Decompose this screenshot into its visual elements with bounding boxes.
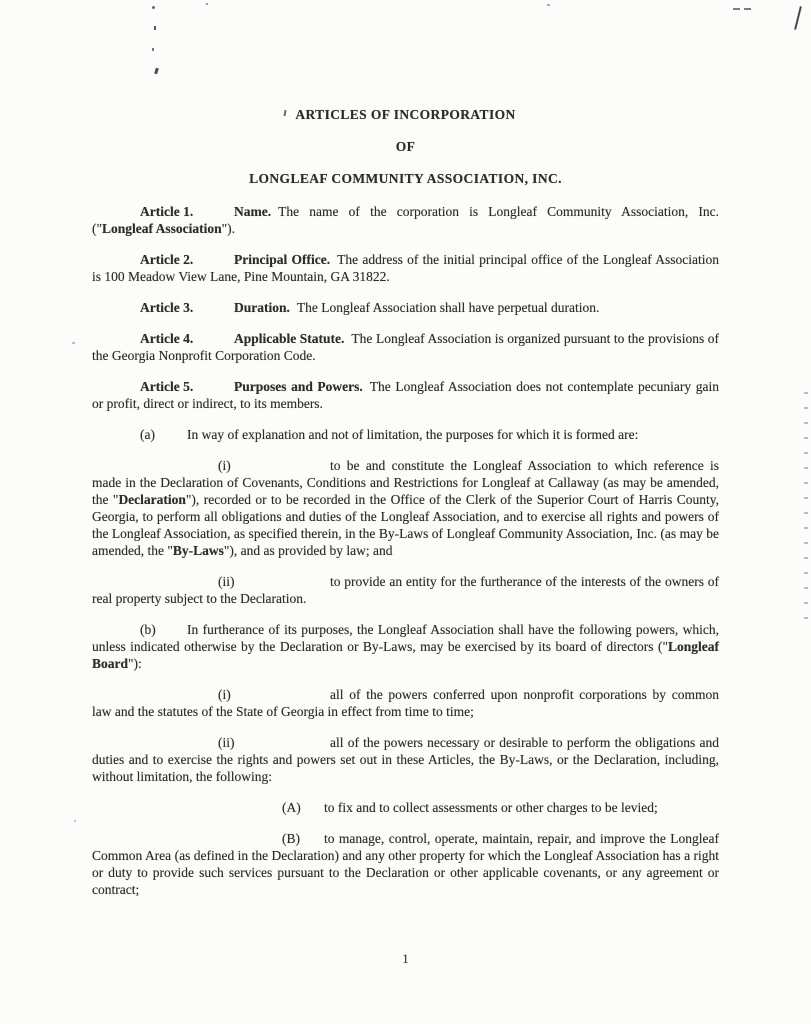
scan-artifact-speck [74, 820, 76, 822]
paragraph-label: Article 2. [140, 252, 194, 267]
scan-artifact-speck [206, 3, 208, 5]
paragraph-heading: Name. [234, 204, 272, 219]
document-title-line-1: ARTICLES OF INCORPORATION [295, 107, 516, 122]
document-content [92, 106, 719, 912]
paragraph-label: Article 4. [140, 331, 194, 346]
paragraph-text: to be and constitute the Longleaf Association to which reference is made in the Declaration of Covenants, Conditions and Restrictions for Longleaf at Callaway (as may be amended, the " [92, 458, 719, 507]
paragraph-text: to provide an entity for the furtherance of the interests of the owners of real property subject to the Declaration. [92, 574, 719, 606]
paragraph-a-ii [92, 573, 719, 607]
paragraph-label: Article 5. [140, 379, 194, 394]
paragraph-label: (B) [282, 831, 300, 846]
paragraph-text: In way of explanation and not of limitation, the purposes for which it is formed are: [187, 427, 639, 442]
scan-artifact-speck [547, 4, 550, 6]
paragraph-a [92, 426, 719, 443]
document-title-block [92, 106, 719, 187]
paragraph-a-i [92, 457, 719, 559]
paragraph-text: all of the powers conferred upon nonprofit corporations by common law and the statutes of the State of Georgia in effect from time to time; [92, 687, 719, 719]
paragraph-label: (b) [140, 622, 156, 637]
paragraph-b-ii-A [92, 799, 719, 816]
paragraph-heading: Duration. [234, 300, 290, 315]
paragraph-label: (i) [218, 687, 231, 702]
paragraph-text: The Longleaf Association is organized pursuant to the provisions of the Georgia Nonprofit Corporation Code. [92, 331, 719, 363]
scan-artifact-dash [733, 8, 740, 10]
scan-artifact-speck [152, 6, 155, 9]
paragraph-text: The address of the initial principal office of the Longleaf Association is 100 Meadow View Lane, Pine Mountain, GA 31822. [92, 252, 719, 284]
paragraph-text: "), recorded or to be recorded in the Office of the Clerk of the Superior Court of Harris County, Georgia, to perform all obligations and duties of the Longleaf Association, and to exercise all rights and powers of the Longleaf Association, as specified therein, in the By-Laws of Longleaf Community Association, Inc. (as may be amended, the " [92, 492, 719, 558]
paragraph-heading: Principal Office. [234, 252, 331, 267]
paragraph-b-ii-B [92, 830, 719, 898]
paragraph-label: Article 1. [140, 204, 194, 219]
document-title-line-2: OF [395, 139, 416, 154]
scan-artifact-edge-noise [804, 392, 808, 624]
paragraph-heading: Purposes and Powers. [234, 379, 363, 394]
paragraph-label: (ii) [218, 735, 235, 750]
paragraph-text: all of the powers necessary or desirable to perform the obligations and duties and to exercise the rights and powers set out in these Articles, the By-Laws, or the Declaration, including, without limitation, the following: [92, 735, 719, 784]
paragraph-text: "), and as provided by law; and [223, 543, 393, 558]
paragraph-text: "). [221, 221, 236, 236]
paragraph-text: to manage, control, operate, maintain, repair, and improve the Longleaf Common Area (as defined in the Declaration) and any other property for which the Longleaf Association has a right or duty to provide such services pursuant to the Declaration or other applicable covenants, or any agreement or contract; [92, 831, 719, 897]
defined-term: Longleaf Association [102, 221, 222, 236]
paragraph-article-5 [92, 378, 719, 412]
paragraph-label: (A) [282, 800, 301, 815]
paragraph-b [92, 621, 719, 672]
paragraph-b-ii [92, 734, 719, 785]
scan-artifact-speck [154, 68, 159, 75]
paragraph-text: The Longleaf Association does not contemplate pecuniary gain or profit, direct or indirect, to its members. [92, 379, 719, 411]
scan-artifact-stroke [794, 6, 802, 30]
paragraph-article-2 [92, 251, 719, 285]
paragraph-article-4 [92, 330, 719, 364]
paragraph-label: (a) [140, 427, 155, 442]
scan-artifact-speck [154, 26, 156, 30]
paragraph-text: to fix and to collect assessments or other charges to be levied; [324, 800, 658, 815]
paragraph-text: "): [128, 656, 142, 671]
document-title-line-3: LONGLEAF COMMUNITY ASSOCIATION, INC. [249, 171, 562, 186]
paragraph-article-1 [92, 203, 719, 237]
paragraph-heading: Applicable Statute. [234, 331, 345, 346]
paragraph-text: The name of the corporation is Longleaf Community Association, Inc. (" [92, 204, 719, 236]
paragraph-label: (ii) [218, 574, 235, 589]
paragraph-text: In furtherance of its purposes, the Longleaf Association shall have the following powers, which, unless indicated otherwise by the Declaration or By-Laws, may be exercised by its board of directors (" [92, 622, 719, 654]
defined-term: By-Laws [172, 543, 224, 558]
paragraph-label: (i) [218, 458, 231, 473]
document-body [92, 203, 719, 898]
scan-artifact-speck [152, 48, 154, 51]
paragraph-b-i [92, 686, 719, 720]
paragraph-article-3 [92, 299, 719, 316]
scan-artifact-dash [744, 8, 751, 10]
page-number: 1 [402, 952, 409, 966]
paragraph-label: Article 3. [140, 300, 194, 315]
defined-term: Longleaf Board [92, 639, 719, 671]
scan-artifact-speck [72, 342, 75, 344]
defined-term: Declaration [118, 492, 186, 507]
paragraph-text: The Longleaf Association shall have perpetual duration. [296, 300, 600, 315]
